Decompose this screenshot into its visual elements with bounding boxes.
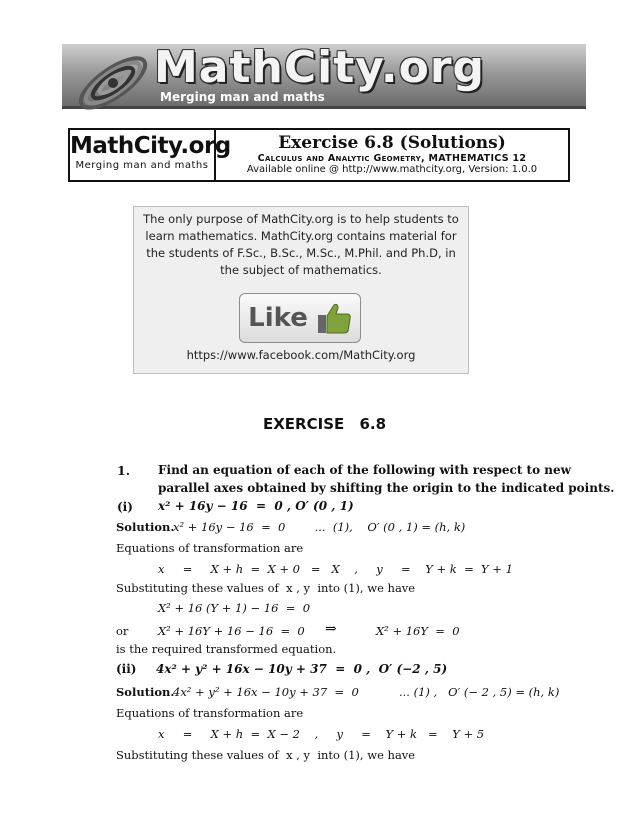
exercise-heading: EXERCISE 6.8 [263, 415, 387, 433]
part-i-result: X² + 16Y = 0 [376, 624, 460, 638]
facebook-url[interactable]: https://www.facebook.com/MathCity.org [186, 348, 416, 362]
part-i-transformation-label: Equations of transformation are [116, 541, 304, 555]
part-i-equation: x² + 16y − 16 = 0 , O′ (0 , 1) [158, 499, 354, 513]
header-title-cell [216, 130, 568, 180]
question-number: 1. [117, 463, 131, 478]
part-i-label: (i) [117, 500, 133, 514]
implies-symbol: ⇒ [325, 621, 337, 637]
header-logo-tagline: Merging man and maths [75, 160, 209, 171]
part-i-required-text: is the required transformed equation. [116, 642, 337, 656]
facebook-like-button[interactable] [239, 293, 361, 343]
question-text-line-2: parallel axes obtained by shifting the origin to the indicated points. [158, 481, 615, 495]
info-text: The only purpose of MathCity.org is to help students to learn mathematics. MathCity.org contains material for the students of F.Sc., B.Sc., M.Sc., M.Phil. and Ph.D, in the subject of mathematics. [143, 212, 459, 277]
part-ii-solution-label: Solution. [116, 685, 175, 699]
part-ii-substitution-text: Substituting these values of x , y into (1), we have [116, 748, 416, 762]
thumbs-up-icon [316, 301, 352, 335]
part-i-solution-label: Solution. [116, 520, 175, 534]
part-ii-transformation-equations: x = X + h = X − 2 , y = Y + k = Y + 5 [158, 727, 485, 741]
swirl-logo-icon [70, 40, 156, 126]
part-ii-equation: 4x² + y² + 16x − 10y + 37 = 0 , O′ (−2 , 5) [156, 662, 448, 676]
part-i-or: or [116, 624, 129, 638]
exercise-title: Exercise 6.8 (Solutions) [278, 133, 506, 153]
part-i-solution-equation: x² + 16y − 16 = 0 ... (1), O′ (0 , 1) = (h, k) [173, 520, 466, 534]
exercise-header [68, 128, 570, 182]
question-text-line-1: Find an equation of each of the following with respect to new [158, 463, 571, 477]
part-i-transformation-equations: x = X + h = X + 0 = X , y = Y + k = Y + 1 [158, 562, 513, 576]
header-logo: MathCity.org [70, 133, 231, 159]
part-i-step-2: X² + 16Y + 16 − 16 = 0 [158, 624, 305, 638]
like-label: Like [248, 303, 308, 333]
part-ii-transformation-label: Equations of transformation are [116, 706, 304, 720]
header-logo-cell [70, 130, 231, 180]
part-ii-solution-equation: 4x² + y² + 16x − 10y + 37 = 0 ... (1) , O′ (− 2 , 5) = (h, k) [173, 685, 560, 699]
info-box [133, 206, 469, 374]
banner-title: MathCity.org [154, 42, 486, 93]
banner-tagline: Merging man and maths [160, 90, 325, 104]
availability-text: Available online @ http://www.mathcity.org, Version: 1.0.0 [246, 164, 538, 175]
part-i-substitution-text: Substituting these values of x , y into (1), we have [116, 581, 416, 595]
part-ii-label: (ii) [116, 662, 137, 676]
exercise-subtitle: Calculus and Analytic Geometry, MATHEMATICS 12 [257, 153, 527, 164]
part-i-step-1: X² + 16 (Y + 1) − 16 = 0 [158, 601, 311, 615]
